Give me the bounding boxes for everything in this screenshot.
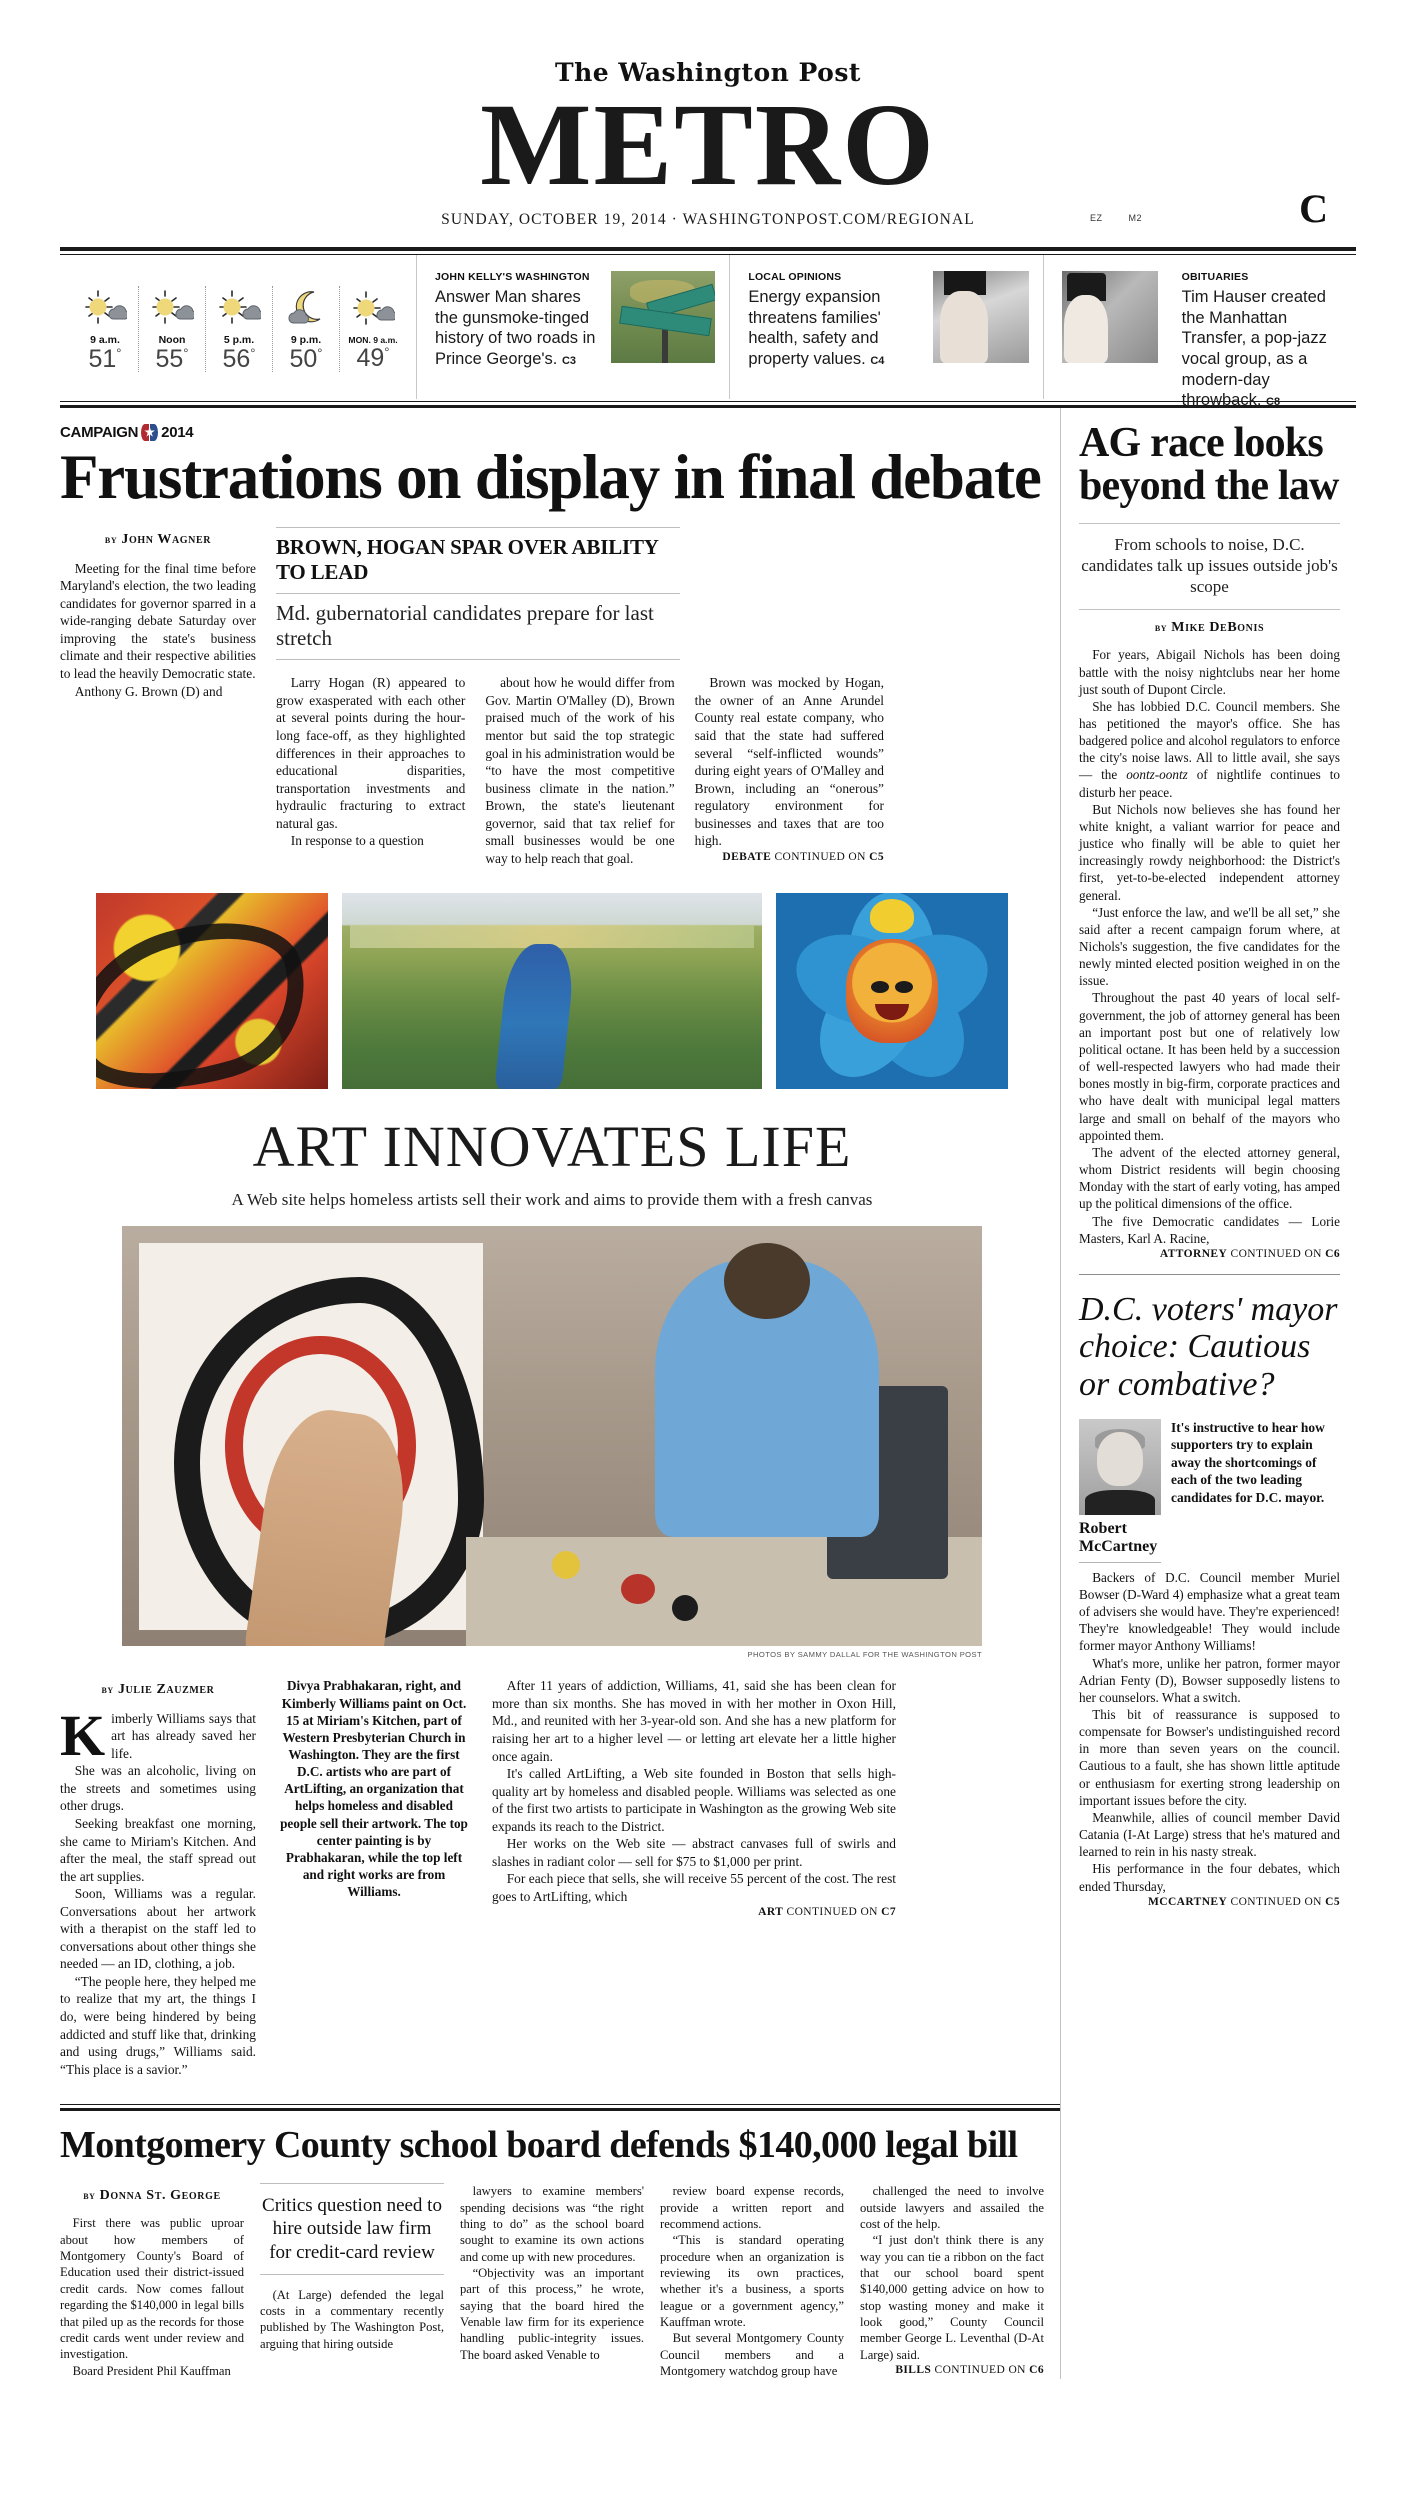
lower-jumpline[interactable] — [860, 2363, 1044, 2378]
paragraph: What's more, unlike her patron, former mayor Adrian Fenty (D), Bowser supposedly listens to her counselors. What a switch. — [1079, 1655, 1340, 1705]
right-rail — [1060, 408, 1340, 2379]
paragraph: Anthony G. Brown (D) and — [74, 683, 223, 699]
weather-time: Noon — [158, 333, 186, 346]
art-column-3 — [492, 1677, 896, 2078]
weather-time: 9 a.m. — [90, 333, 120, 346]
jump-label: BILLS — [895, 2364, 932, 2377]
weather-temp: 56° — [222, 344, 256, 373]
lower-column-2 — [260, 2183, 444, 2379]
lead-byline — [60, 531, 256, 549]
mccartney-headline: D.C. voters' mayor choice: Cautious or combative? — [1079, 1290, 1338, 1403]
lead-deck-and-columns — [276, 527, 884, 867]
artwork-left — [96, 893, 328, 1089]
sun-cloud-icon — [345, 287, 401, 331]
obituary-photo — [1062, 271, 1158, 363]
jump-text: CONTINUED ON — [1230, 1895, 1322, 1908]
promo-kicker: OBITUARIES — [1181, 271, 1249, 284]
main-content-zone — [60, 408, 1060, 2379]
columnist-name: Robert McCartney — [1079, 1519, 1158, 1555]
italic-phrase: oontz-oontz — [1126, 767, 1188, 783]
promo-headline: Answer Man shares the gunsmoke-tinged history of two roads in Prince George's. C3 — [435, 288, 596, 368]
byline-prefix: by — [83, 2190, 96, 2203]
paragraph: She has lobbied D.C. Council members. She has petitioned the mayor's office. She has badgered police and alcohol regulators to enforce the city's noise laws. All to little avail, she says — the oontz-oontz of nightlife continues to disturb her peace. — [1079, 698, 1340, 800]
paragraph: This bit of reassurance is supposed to compensate for Bowser's undistinguished record in more than seven years on the council. Cautious to a fault, she has shown little aptitude or enthusiasm for exerting strong leadership on important issues before the city. — [1079, 1706, 1340, 1808]
lower-story-rule — [60, 2104, 1060, 2105]
masthead — [0, 0, 1416, 232]
paragraph: lawyers to examine members' spending decisions was “the right thing to do” as the school board sought to examine its own actions and come up with new procedures. — [460, 2184, 644, 2264]
artwork-right — [776, 893, 1008, 1089]
paragraph: Backers of D.C. Council member Muriel Bowser (D-Ward 4) emphasize what a great team of advisers she would have. They're experienced! They're knowledgeable! They would include former mayor Anthony Williams! — [1079, 1569, 1340, 1654]
lead-headline: Frustrations on display in final debate — [60, 442, 1041, 513]
weather-time: MON. 9 a.m. — [348, 334, 398, 345]
lead-story-columns — [60, 527, 1044, 867]
dateline: SUNDAY, OCTOBER 19, 2014 · WASHINGTONPOST.COM/REGIONAL — [441, 211, 975, 229]
promo-text — [435, 271, 599, 389]
paragraph: Larry Hogan (R) appeared to grow exasperated with each other at several points during the hour-long face-off, as they highlighted differences in their approaches to educational disparities, transportation investments and hydraulic fracturing to extract natural gas. — [276, 675, 466, 831]
lead-deck-primary: BROWN, HOGAN SPAR OVER ABILITY TO LEAD — [276, 535, 658, 585]
moon-cloud-icon — [278, 286, 334, 330]
columnist-lead: It's instructive to hear how supporters try to explain away the shortcomings of each of the two leading candidates for D.C. mayor. — [1171, 1419, 1325, 1505]
paragraph: But several Montgomery County Council members and a Montgomery watchdog group have — [660, 2331, 844, 2379]
section-nameplate: METRO — [480, 79, 936, 210]
weather-time: 5 p.m. — [223, 333, 255, 346]
paragraph: Brown was mocked by Hogan, the owner of an Anne Arundel County real estate company, who said that the state had suffered several “self-inflicted wounds” during eight years of O'Malley and Brown, including an “onerous” regulatory environment for businesses and taxes that are too high. — [694, 675, 884, 849]
weather-cell — [72, 286, 139, 372]
attorney-jumpline[interactable] — [1079, 1247, 1340, 1262]
campaign-2014-badge — [60, 424, 1044, 441]
weather-temp: 50° — [289, 344, 323, 373]
lower-deck: Critics question need to hire outside law firm for credit-card review — [260, 2183, 444, 2275]
paragraph: It's called ArtLifting, a Web site founded in Boston that sells high-quality art by homeless and disabled people. Williams was selected as one of the first two artists to participate in Washington as the growing Web site expands its reach to the District. — [492, 1766, 896, 1834]
edition-code-ez: EZ — [1089, 213, 1103, 224]
lead-column-1 — [60, 527, 256, 867]
paragraph: “Just enforce the law, and we'll be all set,” she said after a recent campaign forum where, at Nichols's suggestion, the five candidates for the newly minted elected position weighed in on the issue. — [1079, 904, 1340, 989]
edition-codes — [1090, 213, 1142, 223]
byline-prefix: by — [101, 1684, 114, 1697]
jump-text: CONTINUED ON — [934, 2364, 1026, 2377]
weather-cell — [273, 286, 340, 372]
paragraph: After 11 years of addiction, Williams, 41, said she has been clean for more than six months. She has moved in with her mother in Oxon Hill, Md., and reunited with her 3-year-old son. And she has a new platform for raising her art to a higher level — or letting art elevate her a little higher once again. — [492, 1678, 896, 1764]
lower-column-4 — [660, 2183, 844, 2379]
campaign-label-right: 2014 — [161, 424, 194, 442]
lead-column-3 — [485, 674, 674, 867]
lower-column-5 — [860, 2183, 1044, 2379]
paragraph: “Objectivity was an important part of this process,” he wrote, saying that the board hired the Venable law firm for its experience handling public-integrity issues. The board asked Venable to — [460, 2265, 644, 2362]
weather-cell — [206, 286, 273, 372]
opinion-photo — [933, 271, 1029, 363]
attorney-headline: AG race looks beyond the law — [1079, 420, 1339, 510]
paragraph: (At Large) defended the legal costs in a commentary recently published by The Washington Post, arguing that hiring outside — [260, 2287, 444, 2351]
paragraph: about how he would differ from Gov. Martin O'Malley (D), Brown praised much of the work of his mentor but said the top strategic goal in his administration would be “to have the most competitive business climate in the nation.” Brown, the state's lieutenant governor, said that tax relief for small businesses would be one way to help reach that goal. — [485, 675, 675, 866]
lower-column-3 — [460, 2183, 644, 2379]
jump-label: MCCARTNEY — [1147, 1895, 1228, 1908]
jump-page: C6 — [1325, 1247, 1340, 1260]
byline-name: Mike DeBonis — [1171, 620, 1265, 636]
promo-obituaries[interactable] — [1043, 255, 1356, 410]
promo-text — [748, 271, 920, 389]
lead-jumpline[interactable] — [695, 850, 884, 865]
lower-byline — [60, 2187, 244, 2205]
lead-column-2 — [276, 674, 465, 867]
promo-page-ref: C4 — [870, 354, 885, 367]
sun-cloud-icon — [77, 286, 133, 330]
jump-page: C6 — [1029, 2364, 1044, 2377]
art-feature-title: ART INNOVATES LIFE — [252, 1114, 852, 1180]
jump-page: C5 — [1325, 1895, 1340, 1908]
byline-prefix: by — [104, 534, 118, 547]
lead-deck-secondary: Md. gubernatorial candidates prepare for last stretch — [276, 601, 654, 651]
lower-headline: Montgomery County school board defends $140,000 legal bill — [60, 2124, 1018, 2167]
promo-kicker: LOCAL OPINIONS — [748, 271, 842, 284]
lower-story-columns — [60, 2183, 1044, 2379]
art-column-1 — [60, 1677, 256, 2078]
byline-name: Donna St. George — [99, 2188, 221, 2204]
art-byline — [60, 1681, 256, 1699]
columnist-avatar — [1079, 1419, 1161, 1515]
street-sign-photo — [611, 271, 715, 363]
promo-text — [1170, 271, 1342, 410]
section-letter: C — [1299, 186, 1328, 232]
paragraph: Soon, Williams was a regular. Conversations about her artwork with a therapist on the staff led to conversations about other things she needed — an ID, clothing, a job. — [60, 1886, 256, 1972]
page-body — [60, 408, 1356, 2379]
paragraph: Throughout the past 40 years of local self-government, the job of attorney general has been an important post but one of relatively low political octane. It has been held by a succession of well-respected lawyers who had made their bones mostly in big-firm, corporate practices and who have dealt with municipal legal matters large and small on behalf of the mayors who appointed them. — [1079, 990, 1340, 1143]
paragraph: Meanwhile, allies of council member David Catania (I-At Large) stress that he's matured and learned to rein in his nasty streak. — [1079, 1809, 1340, 1860]
publication-logo: The Washington Post — [555, 58, 861, 87]
sun-cloud-icon — [211, 286, 267, 330]
byline-name: John Wagner — [121, 532, 212, 548]
jump-label: ART — [758, 1906, 784, 1919]
paragraph: His performance in the four debates, which ended Thursday, — [1079, 1861, 1340, 1894]
paragraph: Board President Phil Kauffman — [72, 2363, 231, 2378]
paragraph: Seeking breakfast one morning, she came to Miriam's Kitchen. And after the meal, the staff spread out the art supplies. — [60, 1815, 256, 1884]
jump-page: C7 — [881, 1906, 896, 1919]
paragraph: “The people here, they helped me to realize that my art, the things I do, were being hindered by being addicted and stuff like that, drinking and using drugs,” Williams said. “This place is a savior.” — [60, 1973, 256, 2077]
lower-column-1 — [60, 2183, 244, 2379]
jump-page: C5 — [869, 850, 884, 863]
rail-divider — [1079, 1274, 1340, 1275]
weather-temp: 49° — [356, 343, 390, 372]
attorney-byline — [1079, 620, 1340, 636]
paragraph: review board expense records, provide a written report and recommend actions. — [660, 2184, 844, 2231]
weather-strip — [60, 255, 416, 399]
attorney-deck: From schools to noise, D.C. candidates talk up issues outside job's scope — [1081, 534, 1338, 597]
art-feature-deck: A Web site helps homeless artists sell their work and aims to provide them with a fresh canvas — [231, 1190, 873, 1210]
paragraph: First there was public uproar about how members of Montgomery County's Board of Education used their district-issued credit cards. Now comes fallout regarding the $140,000 in legal bills that piled up as the records for those credit cards went under review and investigation. — [60, 2216, 244, 2362]
paragraph: challenged the need to involve outside lawyers and assailed the cost of the help. — [860, 2184, 1044, 2231]
art-feature-photo — [122, 1226, 982, 1646]
art-story-columns — [60, 1677, 1044, 2078]
columnist-block — [1079, 1419, 1340, 1563]
attorney-body — [1079, 646, 1340, 1261]
paragraph: “I just don't think there is any way you can tie a ribbon on the fact that our school board spent $140,000 getting advice on how to stop wasting money and make it look good,” County Council member George L. Leventhal (D-At Large) said. — [860, 2233, 1044, 2362]
paragraph: For each piece that sells, she will receive 55 percent of the cost. The rest goes to ArtLifting, which — [492, 1871, 896, 1904]
weather-cell — [139, 286, 206, 372]
jump-text: CONTINUED ON — [1230, 1247, 1322, 1260]
byline-name: Julie Zauzmer — [117, 1682, 215, 1698]
paragraph: “This is standard operating procedure when an organization is reviewing its own practices, whether it's a business, a sports league or a government agency,” Kauffman wrote. — [660, 2233, 844, 2330]
weather-cell — [340, 287, 406, 371]
dateline-row — [88, 186, 1328, 232]
paragraph: The advent of the elected attorney general, whom District residents will begin choosing Monday with the start of early voting, has amped up the political dimensions of the office. — [1079, 1144, 1340, 1212]
columnist-photo-block — [1079, 1419, 1161, 1563]
jump-text: CONTINUED ON — [786, 1906, 878, 1919]
paragraph: In response to a question — [290, 833, 424, 849]
photo-credit: PHOTOS BY SAMMY DALLAL FOR THE WASHINGTON POST — [747, 1650, 982, 1660]
jump-label: DEBATE — [722, 850, 772, 863]
paragraph: The five Democratic candidates — Lorie Masters, Karl A. Racine, — [1079, 1213, 1340, 1246]
promo-bottom-rule — [60, 401, 1356, 402]
weather-temp: 55° — [155, 344, 189, 373]
weather-time: 9 p.m. — [290, 333, 322, 346]
artwork-thumbnails — [60, 893, 1044, 1089]
lead-column-4 — [695, 674, 884, 867]
promo-local-opinions[interactable] — [729, 255, 1042, 399]
promo-kicker: JOHN KELLY'S WASHINGTON — [435, 271, 590, 284]
promo-strip — [60, 255, 1356, 410]
paragraph: She was an alcoholic, living on the streets and sometimes using other drugs. — [60, 1763, 256, 1814]
weather-temp: 51° — [88, 344, 122, 373]
sun-cloud-icon — [144, 286, 200, 330]
paragraph: But Nichols now believes she has found her white knight, a valiant warrior for peace and justice who finally will be able to quiet her increasingly rowdy neighborhood: the District's first, yet-to-be-elected independent attorney general. — [1079, 801, 1340, 903]
promo-page-ref: C3 — [561, 354, 577, 367]
mccartney-jumpline[interactable] — [1079, 1895, 1340, 1910]
jump-label: ATTORNEY — [1159, 1247, 1228, 1260]
lead-deck-box — [276, 527, 680, 660]
paragraph: Her works on the Web site — abstract canvases full of swirls and slashes in radiant color — sell for $75 to $1,000 per print. — [492, 1836, 896, 1869]
mccartney-body — [1079, 1569, 1340, 1910]
byline-prefix: by — [1154, 622, 1168, 635]
promo-headline: Tim Hauser created the Manhattan Transfer, a pop-jazz vocal group, as a modern-day throwback. C8 — [1181, 288, 1327, 410]
star-flag-icon — [141, 424, 158, 441]
art-jumpline[interactable] — [492, 1905, 896, 1920]
jump-text: CONTINUED ON — [774, 850, 866, 863]
paragraph: Kimberly Williams says that art has already saved her life. — [60, 1702, 256, 1768]
lower-story-rule-thick — [60, 2108, 1060, 2111]
masthead-rule-thick — [60, 247, 1356, 251]
paragraph: Meeting for the final time before Maryland's election, the two leading candidates for governor sparred in a wide-ranging debate Saturday over improving the state's business climate and their respective abilities to lead the heavily Democratic state. — [60, 560, 256, 681]
promo-page-ref: C8 — [1266, 396, 1281, 409]
promo-john-kelly[interactable] — [416, 255, 729, 399]
promo-headline: Energy expansion threatens families' health, safety and property values. C4 — [748, 288, 885, 368]
paragraph: For years, Abigail Nichols has been doing battle with the noisy nightclubs near her home just south of Dupont Circle. — [1079, 647, 1340, 697]
artwork-center — [342, 893, 762, 1089]
art-photo-caption: Divya Prabhakaran, right, and Kimberly Williams paint on Oct. 15 at Miriam's Kitchen, part of Western Presbyterian Church in Washington. They are the first D.C. artists who are part of ArtLifting, an organization that helps homeless and disabled people sell their artwork. The top center painting is by Prabhakaran, while the top left and right works are from Williams. — [280, 1678, 468, 1900]
campaign-label-left: CAMPAIGN — [60, 424, 139, 442]
edition-code-m2: M2 — [1128, 213, 1142, 224]
